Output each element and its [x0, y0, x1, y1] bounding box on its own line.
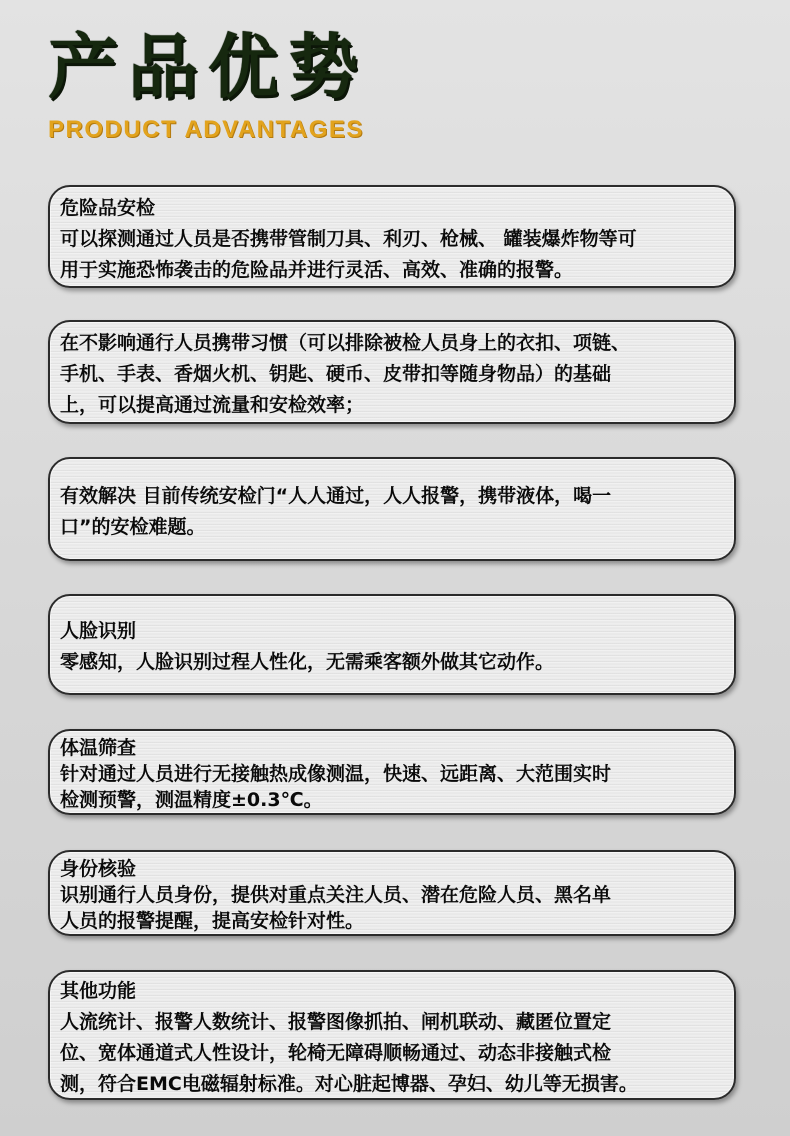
card-text-line: 检测预警，测温精度±0.3℃。: [60, 789, 323, 811]
page-subtitle: PRODUCT ADVANTAGES: [48, 116, 364, 143]
card-temperature-screening: [48, 729, 736, 815]
card-hazard-detection: [48, 185, 736, 288]
card-heading: 人脸识别: [60, 620, 137, 642]
card-heading: 危险品安检: [60, 197, 156, 219]
card-text-line: 用于实施恐怖袭击的危险品并进行灵活、高效、准确的报警。: [60, 259, 574, 281]
card-heading: 体温筛查: [60, 737, 137, 759]
page-header: [48, 22, 368, 144]
card-face-recognition: [48, 594, 736, 695]
card-text-line: 可以探测通过人员是否携带管制刀具、利刃、枪械、 罐装爆炸物等可: [60, 228, 637, 250]
card-text-line: 零感知，人脸识别过程人性化，无需乘客额外做其它动作。: [60, 651, 555, 673]
card-text-line: 在不影响通行人员携带习惯（可以排除被检人员身上的衣扣、项链、: [60, 332, 631, 354]
card-text-line: 位、宽体通道式人性设计，轮椅无障碍顺畅通过、动态非接触式检: [60, 1042, 612, 1064]
card-heading: 身份核验: [60, 858, 137, 880]
card-text-line: 手机、手表、香烟火机、钥匙、硬币、皮带扣等随身物品）的基础: [60, 363, 612, 385]
card-text-line: 识别通行人员身份，提供对重点关注人员、潜在危险人员、黑名单: [60, 884, 612, 906]
page-title: 产品优势: [48, 26, 368, 108]
card-other-functions: [48, 970, 736, 1100]
card-text-line: 上，可以提高通过流量和安检效率；: [60, 394, 365, 416]
card-heading: 其他功能: [60, 980, 137, 1002]
card-carry-habit: [48, 320, 736, 424]
card-text-line: 口”的安检难题。: [60, 516, 206, 538]
card-text-line: 测，符合EMC电磁辐射标准。对心脏起博器、孕妇、幼儿等无损害。: [60, 1073, 638, 1095]
card-text-line: 针对通过人员进行无接触热成像测温，快速、远距离、大范围实时: [60, 763, 612, 785]
card-text-line: 人流统计、报警人数统计、报警图像抓拍、闸机联动、藏匿位置定: [60, 1011, 612, 1033]
card-text-line: 人员的报警提醒，提高安检针对性。: [60, 910, 365, 932]
card-text-line: 有效解决 目前传统安检门“人人通过，人人报警，携带液体，喝一: [60, 485, 612, 507]
card-liquid-check: [48, 457, 736, 561]
card-identity-verification: [48, 850, 736, 936]
